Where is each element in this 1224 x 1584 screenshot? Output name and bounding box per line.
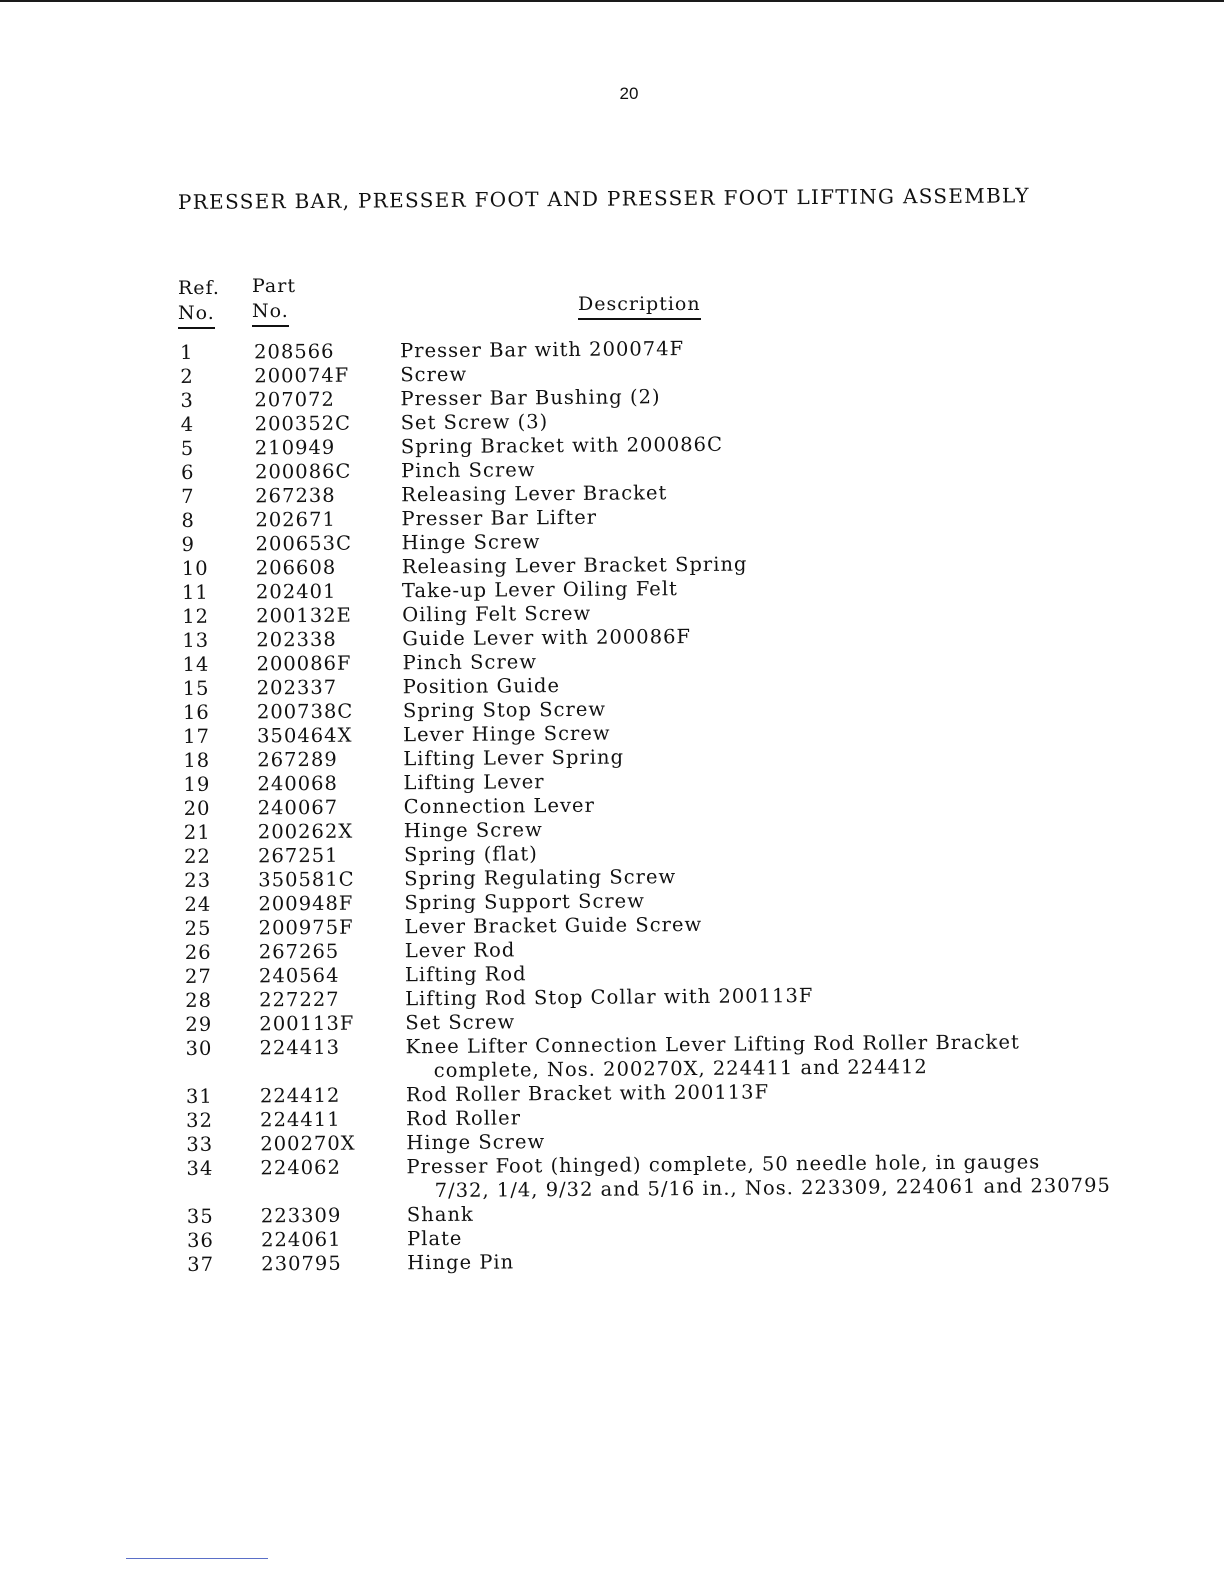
description-text: Releasing Lever Bracket Spring bbox=[401, 552, 748, 579]
description-text: Set Screw (3) bbox=[400, 410, 549, 435]
part-number: 224062 bbox=[260, 1155, 342, 1180]
part-description bbox=[405, 1030, 1125, 1084]
part-number: 200113F bbox=[259, 1011, 355, 1036]
ref-number: 35 bbox=[186, 1204, 214, 1228]
description-text: Spring Stop Screw bbox=[402, 697, 607, 723]
description-text: Position Guide bbox=[402, 674, 561, 699]
part-number: 224413 bbox=[259, 1035, 341, 1060]
description-text: Knee Lifter Connection Lever Lifting Rod Roller Bracket bbox=[405, 1030, 1020, 1059]
description-text: Hinge Screw bbox=[406, 1130, 546, 1155]
part-number: 202338 bbox=[256, 627, 337, 652]
part-number: 200948F bbox=[258, 891, 354, 916]
part-number: 240068 bbox=[257, 771, 339, 796]
part-header-line1: Part bbox=[252, 275, 296, 297]
description-text: Hinge Pin bbox=[407, 1250, 515, 1275]
parts-list bbox=[180, 334, 1127, 1277]
ref-number: 17 bbox=[183, 724, 211, 748]
page-title: PRESSER BAR, PRESSER FOOT AND PRESSER FOOT LIFTING ASSEMBLY bbox=[177, 183, 1030, 214]
part-number: 267251 bbox=[257, 843, 339, 868]
part-number: 202337 bbox=[256, 675, 338, 700]
ref-number: 18 bbox=[183, 748, 211, 772]
ref-number: 6 bbox=[180, 460, 195, 484]
part-number: 207072 bbox=[254, 387, 336, 412]
ref-number: 25 bbox=[184, 916, 212, 940]
description-text: Lifting Rod Stop Collar with 200113F bbox=[405, 984, 814, 1011]
part-no-header bbox=[252, 274, 296, 327]
ref-number: 20 bbox=[183, 796, 211, 820]
description-text: Take-up Lever Oiling Felt bbox=[401, 577, 678, 603]
part-number: 202671 bbox=[255, 507, 336, 532]
part-description bbox=[406, 1150, 1126, 1204]
ref-number: 10 bbox=[181, 556, 209, 580]
ref-number: 3 bbox=[180, 388, 194, 412]
description-header-label: Description bbox=[578, 292, 701, 320]
ref-number: 27 bbox=[184, 964, 212, 988]
description-text: Lever Hinge Screw bbox=[403, 721, 611, 747]
description-text: Rod Roller Bracket with 200113F bbox=[405, 1080, 770, 1107]
part-number: 200132E bbox=[256, 603, 352, 628]
part-number: 267289 bbox=[257, 747, 338, 772]
description-text: Pinch Screw bbox=[402, 650, 538, 675]
part-number: 224412 bbox=[259, 1083, 341, 1108]
description-text: Guide Lever with 200086F bbox=[402, 624, 692, 651]
part-number: 240564 bbox=[258, 963, 340, 988]
ref-number: 33 bbox=[186, 1132, 214, 1156]
ref-number: 37 bbox=[187, 1252, 215, 1276]
top-border-rule bbox=[0, 0, 1224, 2]
ref-number: 24 bbox=[184, 892, 212, 916]
part-number: 200738C bbox=[256, 699, 354, 724]
part-number: 240067 bbox=[257, 795, 339, 820]
part-number: 230795 bbox=[261, 1251, 342, 1276]
description-text: Hinge Screw bbox=[403, 818, 543, 843]
part-number: 200262X bbox=[257, 819, 354, 844]
ref-number: 29 bbox=[185, 1012, 213, 1036]
description-text: Set Screw bbox=[405, 1010, 516, 1035]
description-text: Rod Roller bbox=[406, 1106, 522, 1131]
ref-number: 26 bbox=[184, 940, 212, 964]
part-number: 350464X bbox=[257, 723, 353, 748]
description-continuation: 7/32, 1/4, 9/32 and 5/16 in., Nos. 223309, 224061 and 230795 bbox=[434, 1173, 1111, 1203]
ref-number: 34 bbox=[186, 1156, 214, 1180]
part-description bbox=[407, 1246, 1127, 1276]
part-number: 224411 bbox=[260, 1107, 341, 1132]
part-number: 227227 bbox=[259, 987, 340, 1012]
description-text: Lifting Lever Spring bbox=[403, 745, 625, 771]
ref-number: 9 bbox=[181, 532, 196, 556]
part-number: 200074F bbox=[254, 363, 350, 388]
ref-number: 8 bbox=[181, 508, 195, 532]
table-row bbox=[186, 1150, 1126, 1205]
ref-number: 12 bbox=[182, 604, 210, 628]
ref-number: 22 bbox=[183, 844, 211, 868]
part-number: 206608 bbox=[255, 555, 337, 580]
page-number: 20 bbox=[619, 84, 639, 103]
description-text: Presser Foot (hinged) complete, 50 needle hole, in gauges bbox=[406, 1150, 1041, 1179]
description-text: Pinch Screw bbox=[400, 458, 536, 483]
ref-header-line2: No. bbox=[178, 301, 215, 329]
part-number: 350581C bbox=[258, 867, 355, 892]
ref-number: 2 bbox=[180, 364, 194, 388]
ref-number: 1 bbox=[180, 340, 194, 364]
description-text: Connection Lever bbox=[403, 793, 595, 819]
part-number: 210949 bbox=[254, 435, 336, 460]
part-number: 223309 bbox=[260, 1203, 342, 1228]
ref-number: 19 bbox=[183, 772, 211, 796]
part-number: 200086C bbox=[254, 459, 352, 484]
ref-no-header bbox=[178, 276, 220, 329]
part-number: 208566 bbox=[253, 339, 335, 364]
table-row bbox=[185, 1030, 1125, 1085]
ref-number: 21 bbox=[183, 820, 211, 844]
description-text: Releasing Lever Bracket bbox=[401, 481, 668, 507]
part-number: 200270X bbox=[260, 1131, 356, 1156]
ref-number: 14 bbox=[182, 652, 210, 676]
ref-number: 28 bbox=[185, 988, 213, 1012]
description-text: Spring Bracket with 200086C bbox=[400, 432, 724, 459]
ref-number: 32 bbox=[186, 1108, 214, 1132]
ref-number: 36 bbox=[186, 1228, 214, 1252]
description-text: Spring Regulating Screw bbox=[404, 865, 677, 891]
ref-number: 7 bbox=[181, 484, 195, 508]
ref-number: 11 bbox=[181, 580, 209, 604]
description-text: Lifting Rod bbox=[404, 962, 527, 987]
part-number: 200086F bbox=[256, 651, 352, 676]
description-text: Spring (flat) bbox=[403, 842, 538, 867]
description-text: Shank bbox=[406, 1202, 474, 1227]
part-number: 200975F bbox=[258, 915, 354, 940]
description-text: Oiling Felt Screw bbox=[402, 601, 592, 627]
ref-number: 30 bbox=[185, 1036, 213, 1060]
ref-number: 5 bbox=[180, 436, 195, 460]
bottom-footnote-rule bbox=[126, 1558, 268, 1559]
part-number: 202401 bbox=[255, 579, 337, 604]
ref-number: 31 bbox=[185, 1084, 213, 1108]
description-text: Presser Bar with 200074F bbox=[399, 337, 685, 363]
ref-number: 15 bbox=[182, 676, 210, 700]
description-text: Presser Bar Lifter bbox=[401, 505, 598, 531]
part-header-line2: No. bbox=[252, 299, 289, 327]
ref-number: 4 bbox=[180, 412, 195, 436]
description-text: Lever Rod bbox=[404, 938, 516, 963]
description-text: Screw bbox=[400, 362, 468, 387]
description-text: Plate bbox=[406, 1226, 463, 1251]
description-continuation: complete, Nos. 200270X, 224411 and 224412 bbox=[433, 1055, 928, 1083]
part-number: 200653C bbox=[255, 531, 353, 556]
ref-number: 23 bbox=[184, 868, 212, 892]
part-number: 224061 bbox=[260, 1227, 342, 1252]
ref-header-line1: Ref. bbox=[178, 277, 220, 299]
part-number: 200352C bbox=[254, 411, 352, 436]
description-text: Presser Bar Bushing (2) bbox=[400, 385, 661, 411]
description-text: Hinge Screw bbox=[401, 530, 541, 555]
part-number: 267238 bbox=[255, 483, 336, 508]
ref-number: 16 bbox=[182, 700, 210, 724]
description-text: Lever Bracket Guide Screw bbox=[404, 912, 703, 939]
description-header bbox=[578, 292, 701, 320]
description-text: Lifting Lever bbox=[403, 770, 545, 795]
ref-number: 13 bbox=[182, 628, 210, 652]
part-number: 267265 bbox=[258, 939, 340, 964]
description-text: Spring Support Screw bbox=[404, 889, 645, 915]
